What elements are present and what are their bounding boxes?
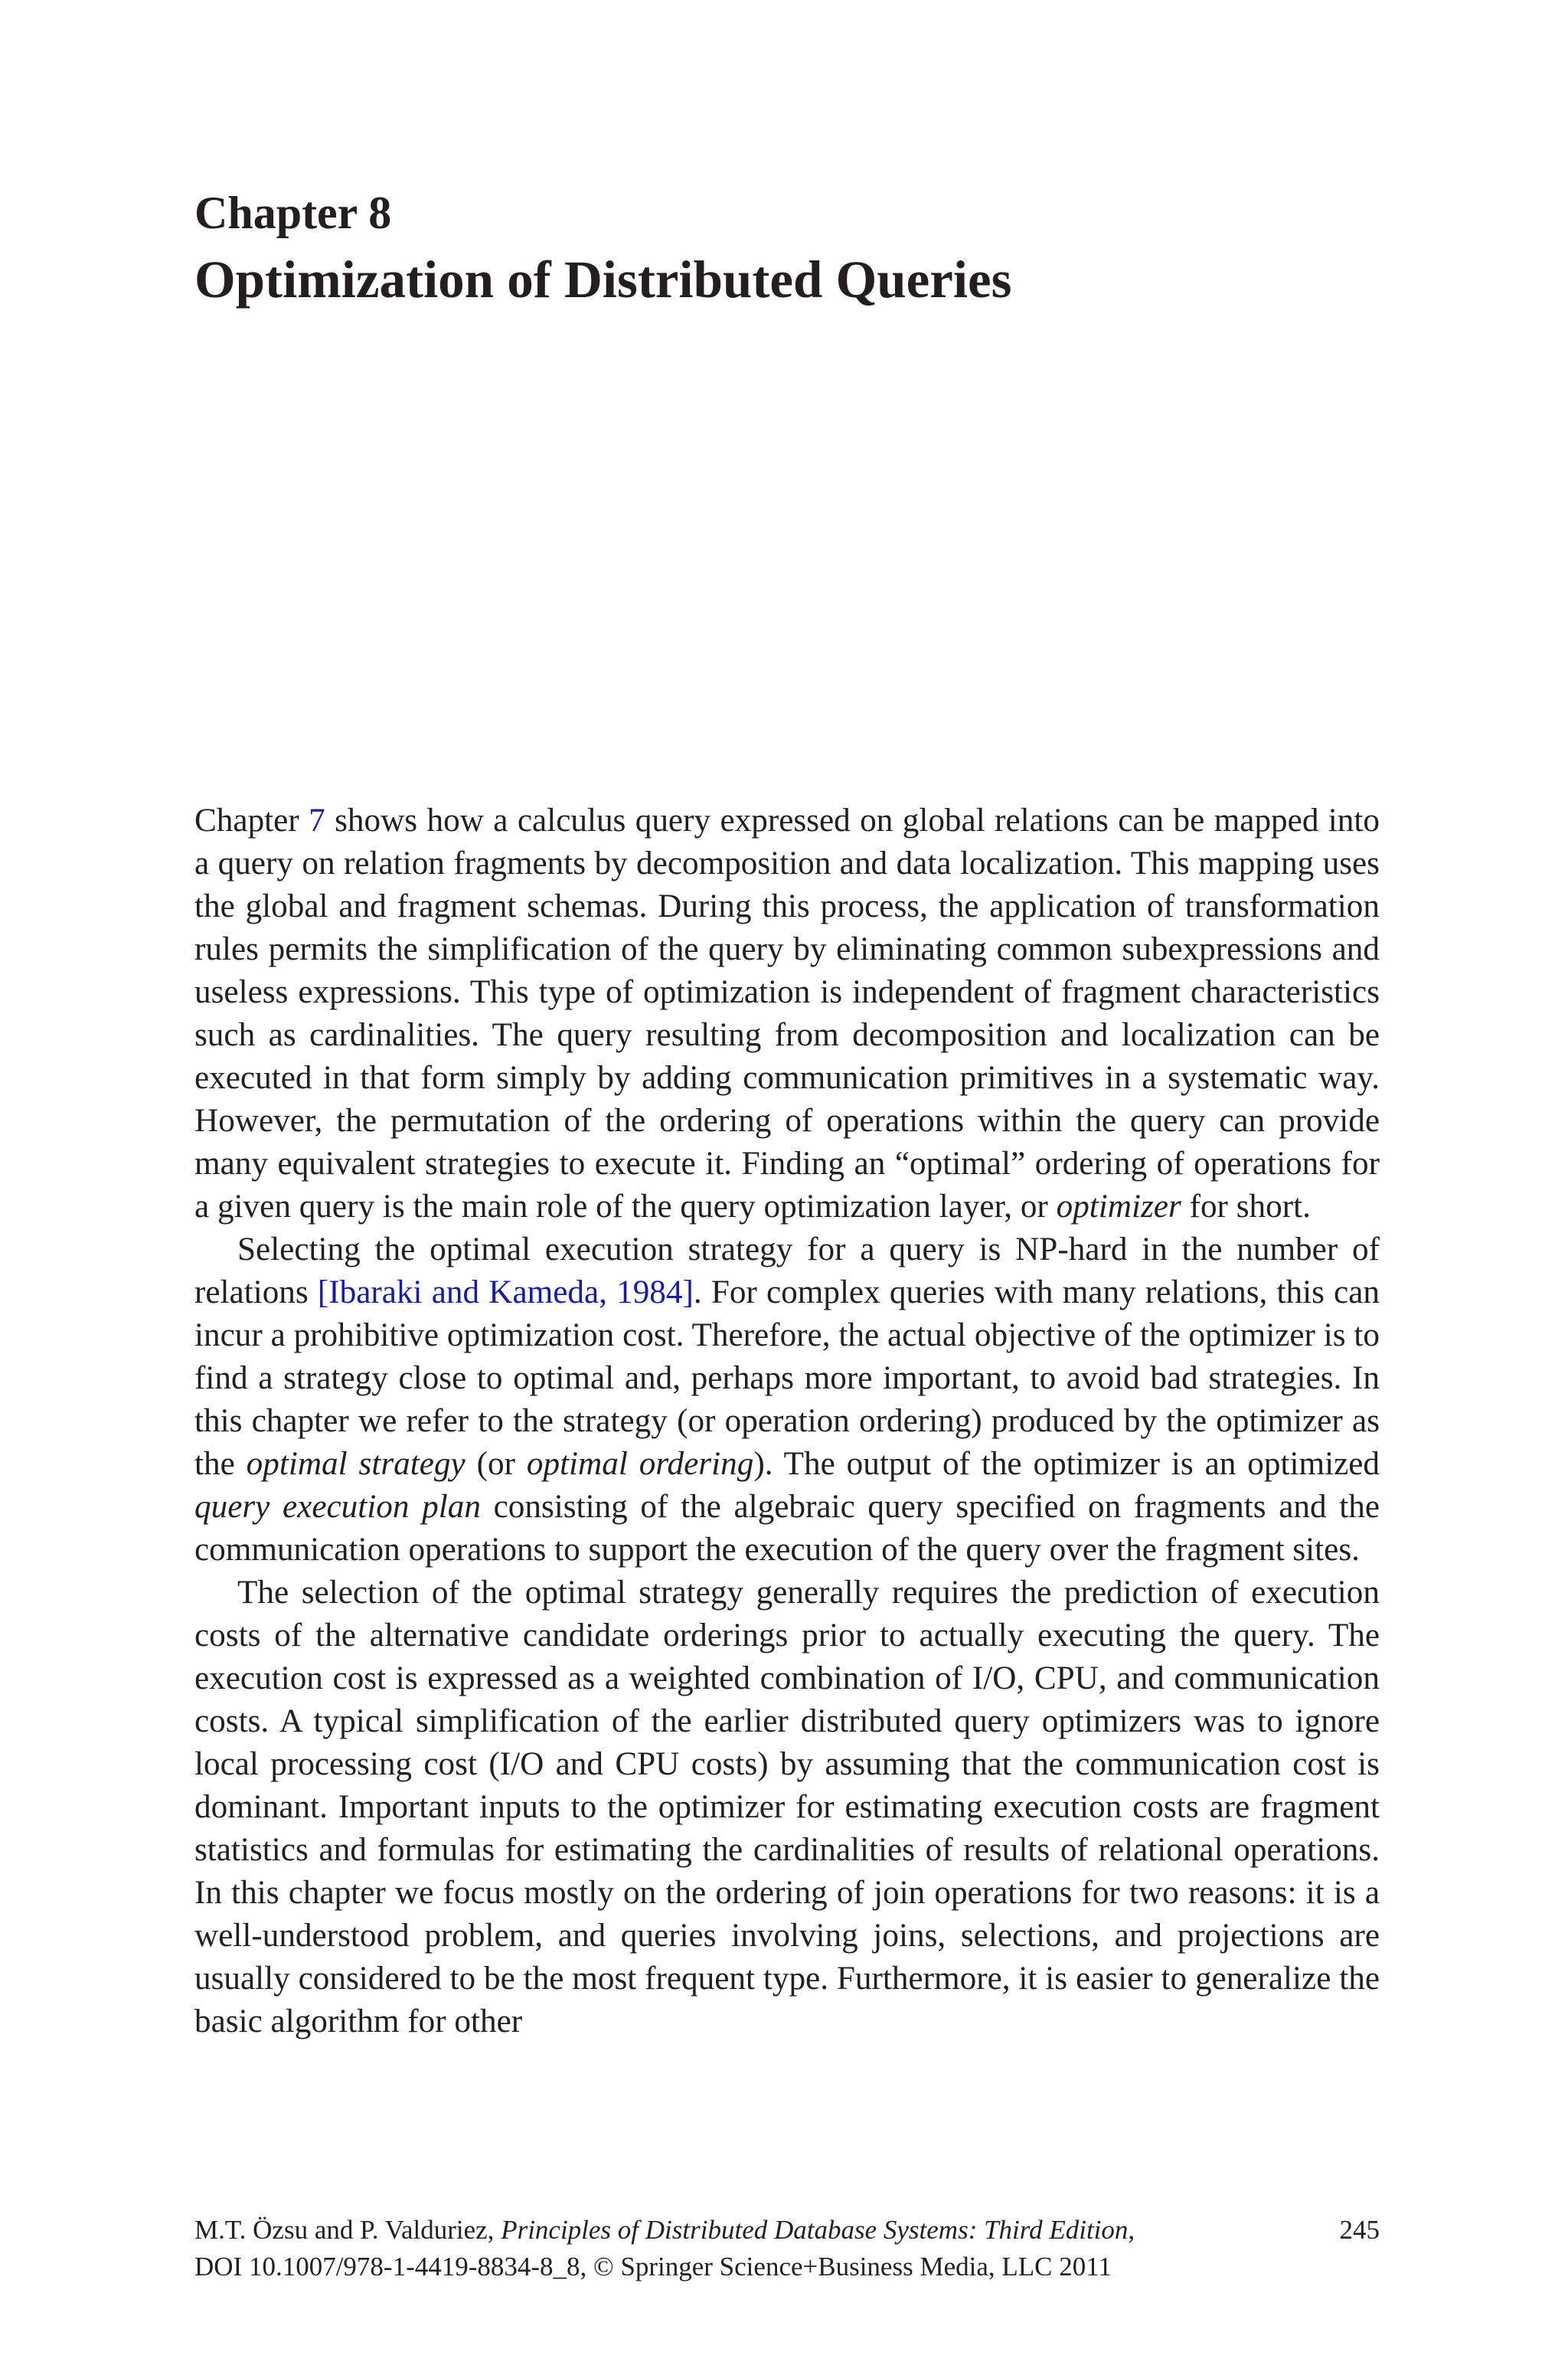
footer-doi-line: DOI 10.1007/978-1-4419-8834-8_8, © Springer Science+Business Media, LLC 2011 (194, 2252, 1112, 2282)
term-query-execution-plan: query execution plan (194, 1489, 481, 1525)
chapter-title: Optimization of Distributed Queries (194, 250, 1012, 309)
page-footer (194, 2212, 1380, 2285)
paragraph-3: The selection of the optimal strategy generally requires the prediction of execution costs of the alternative candidate orderings prior to actually executing the query. The execution cost is expressed as a weighted combination of I/O, CPU, and communication costs. A typical simplification of the earlier distributed query optimizers was to ignore local processing cost (I/O and CPU costs) by assuming that the communication cost is dominant. Important inputs to the optimizer for estimating execution costs are fragment statistics and formulas for estimating the cardinalities of results of relational operations. In this chapter we focus mostly on the ordering of join operations for two reasons: it is a well-understood problem, and queries involving joins, selections, and projections are usually considered to be the most frequent type. Furthermore, it is easier to generalize the basic algorithm for other (194, 1575, 1380, 2039)
footer-comma: , (1128, 2215, 1135, 2245)
p2-text-e: consisting of the algebraic query specified on fragments and the communication operations to support the execution of the query over the fragment sites. (194, 1489, 1380, 1568)
p1-text-start: Chapter (194, 803, 309, 839)
paragraph-1 (194, 800, 1380, 1228)
term-optimal-ordering: optimal ordering (526, 1446, 754, 1482)
chapter-label: Chapter 8 (194, 188, 392, 238)
p1-text-middle: shows how a calculus query expressed on global relations can be mapped into a query on relation fragments by decomposition and data localization. This mapping uses the global and fragment schemas. During this process, the application of transformation rules permits the simplification of the query by eliminating common subexpressions and useless expressions. This type of optimization is independent of fragment characteristics such as cardinalities. The query resulting from decomposition and localization can be executed in that form simply by adding communication primitives in a systematic way. However, the permutation of the ordering of operations within the query can provide many equivalent strategies to execute it. Finding an “optimal” ordering of operations for a given query is the main role of the query optimization layer, or (194, 803, 1380, 1225)
paragraph-2 (194, 1228, 1380, 1572)
p2-text-c: (or (465, 1446, 527, 1482)
footer-citation-line (194, 2212, 1380, 2249)
p2-text-d: ). The output of the optimizer is an optimized (753, 1446, 1380, 1482)
footer-book-title: Principles of Distributed Database Systems: Third Edition (501, 2215, 1129, 2245)
page-number: 245 (1339, 2215, 1380, 2245)
p2-text-a: Selecting the optimal execution strategy for a query is NP-hard in the number of relations (194, 1232, 1380, 1310)
p2-text-b: . For complex queries with many relations, this can incur a prohibitive optimization cost. Therefore, the actual objective of the optimizer is to find a strategy close to optimal and, perhaps more important, to avoid bad strategies. In this chapter we refer to the strategy (or operation ordering) produced by the optimizer as the (194, 1274, 1380, 1482)
chapter-heading (194, 185, 1389, 312)
p1-text-end: for short. (1181, 1189, 1311, 1225)
footer-authors: M.T. Özsu and P. Valduriez, (194, 2215, 501, 2245)
citation-ibaraki-kameda-link[interactable]: [Ibaraki and Kameda, 1984] (317, 1274, 694, 1310)
body-text (194, 800, 1380, 2043)
chapter-7-link[interactable]: 7 (309, 803, 325, 839)
term-optimizer: optimizer (1056, 1189, 1181, 1225)
term-optimal-strategy: optimal strategy (246, 1446, 466, 1482)
